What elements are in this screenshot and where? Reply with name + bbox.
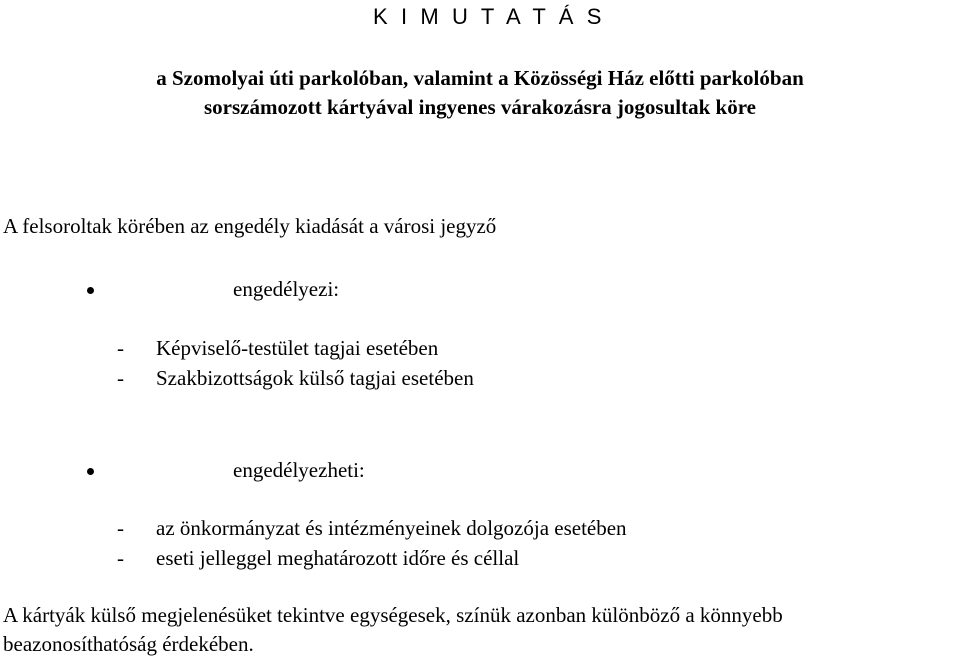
subtitle-line-1: a Szomolyai úti parkolóban, valamint a Közösségi Ház előtti parkolóban — [156, 66, 804, 90]
list-item: Szakbizottságok külső tagjai esetében — [156, 366, 474, 390]
document-title: K I M U T A T Á S — [373, 4, 605, 29]
bullet-icon — [87, 287, 94, 294]
list-item: Képviselő-testület tagjai esetében — [156, 336, 439, 360]
dash-marker: - — [117, 516, 124, 540]
bullet-icon — [87, 468, 94, 475]
subtitle-line-2: sorszámozott kártyával ingyenes várakozásra jogosultak köre — [204, 95, 756, 119]
closing-line-1: A kártyák külső megjelenésüket tekintve egységesek, színük azonban különböző a könnyebb — [3, 603, 783, 627]
section-heading-engedelyezheti: engedélyezheti: — [233, 458, 365, 482]
dash-marker: - — [117, 336, 124, 360]
closing-line-2: beazonosíthatóság érdekében. — [3, 632, 254, 656]
dash-marker: - — [117, 366, 124, 390]
intro-paragraph: A felsoroltak körében az engedély kiadását a városi jegyző — [3, 214, 497, 238]
list-item: az önkormányzat és intézményeinek dolgozója esetében — [156, 516, 627, 540]
section-heading-engedelyezi: engedélyezi: — [233, 277, 340, 301]
list-item: eseti jelleggel meghatározott időre és céllal — [156, 546, 520, 570]
dash-marker: - — [117, 546, 124, 570]
